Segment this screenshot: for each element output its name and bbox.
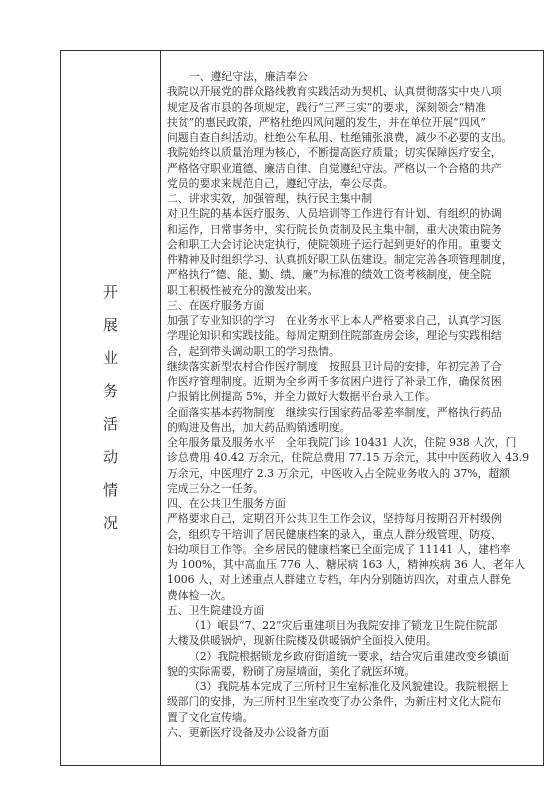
text-line: 职工积极性被充分的激发出来。 bbox=[167, 283, 319, 297]
text-line: 费体检一次。 bbox=[167, 588, 232, 602]
section-title-char: 开 bbox=[102, 283, 118, 301]
text-line: 诊总费用 40.42 万余元，住院总费用 77.15 万余元，其中中医药收入 43.9 bbox=[167, 451, 530, 465]
text-line: （3）我院基本完成了三所村卫生室标准化及风貌建设。我院根据上 bbox=[189, 680, 509, 693]
text-line: 严格恪守职业道德、廉洁自律、自觉遵纪守法。严格以一个合格的共产 bbox=[167, 161, 502, 175]
text-line: 1006 人，对上述重点人群建立专档，年内分别随访四次，对重点人群免 bbox=[167, 573, 512, 587]
text-line: 户报销比例提高 5%，并全力做好大数据平台录入工作。 bbox=[167, 390, 436, 404]
text-line: 置了文化宣传墙。 bbox=[167, 710, 254, 724]
text-line: 严格执行“德、能、勤、绩、廉”为标准的绩效工资考核制度，使全院 bbox=[167, 268, 492, 282]
text-line: 大楼及供暖锅炉，现新住院楼及供暖锅炉全面投入使用。 bbox=[167, 634, 437, 648]
text-line: （1）岷县“7、22”灾后重建项目为我院安排了锁龙卫生院住院部 bbox=[189, 619, 498, 632]
text-line: 全年服务量及服务水平 全年我院门诊 10431 人次，住院 938 人次，门 bbox=[167, 436, 517, 449]
section-title-char: 况 bbox=[102, 514, 118, 532]
text-line: 貌的实际需要，粉刷了房屋墙面，美化了就医环境。 bbox=[167, 664, 416, 678]
text-line: 继续落实新型农村合作医疗制度 按照县卫计局的安排，年初完善了合 bbox=[167, 359, 502, 373]
text-line: 完成三分之一任务。 bbox=[167, 481, 265, 495]
text-line: 六、更新医疗设备及办公设备方面 bbox=[167, 725, 329, 739]
text-line: 问题自查自纠活动。杜绝公车私用、杜绝铺张浪费，减少不必要的支出。 bbox=[167, 131, 513, 144]
text-line: 全面落实基本药物制度 继续实行国家药品零差率制度，严格执行药品 bbox=[167, 405, 502, 419]
text-line: 对卫生院的基本医疗服务、人员培训等工作进行有计划、有组织的协调 bbox=[167, 207, 502, 221]
section-title-char: 活 bbox=[102, 415, 118, 433]
text-line: （2）我院根据锁龙乡政府街道统一要求，结合灾后重建改变乡镇面 bbox=[189, 649, 509, 663]
text-line: 三、在医疗服务方面 bbox=[167, 298, 265, 312]
text-line: 扶贫”的惠民政策，严格杜绝四风问题的发生，并在单位开展“四风” bbox=[167, 115, 486, 129]
section-title-char: 务 bbox=[102, 382, 118, 400]
text-line: 的购进及售出，加大药品购销透明度。 bbox=[167, 420, 351, 434]
text-line: 为 100%，其中高血压 776 人、糖尿病 163 人，精神疾病 36 人、老年人 bbox=[167, 558, 526, 571]
text-line: 一、遵纪守法，廉洁奉公 bbox=[189, 70, 308, 83]
text-line: 会和职工大会讨论决定执行，使院领班子运行起到更好的作用。重要文 bbox=[167, 237, 502, 251]
text-line: 我院以开展党的群众路线教育实践活动为契机、认真贯彻落实中央八项 bbox=[167, 85, 502, 99]
text-line: 合，起到带头调动职工的学习热情。 bbox=[167, 344, 340, 358]
text-line: 妇幼项目工作等。全乡居民的健康档案已全面完成了 11141 人，建档率 bbox=[167, 542, 511, 556]
text-line: 和运作，日常事务中，实行院长负责制及民主集中制，重大决策由院务 bbox=[167, 222, 502, 236]
text-line: 件精神及时组织学习、认真抓好职工队伍建设。制定完善各项管理制度， bbox=[167, 253, 513, 266]
text-line: 作医疗管理制度。近期为全乡两千多贫困户进行了补录工作，确保贫困 bbox=[167, 375, 502, 388]
section-title-char: 动 bbox=[102, 448, 118, 466]
text-line: 学理论知识和实践技能。每周定期到住院部查房会诊，理论与实践相结 bbox=[167, 329, 502, 343]
text-line: 四、在公共卫生服务方面 bbox=[167, 497, 286, 510]
text-line: 五、卫生院建设方面 bbox=[167, 603, 265, 617]
text-line: 我院始终以质量治理为核心，不断提高医疗质量；切实保障医疗安全， bbox=[167, 146, 502, 160]
section-title-vertical bbox=[61, 276, 160, 540]
section-title-char: 情 bbox=[102, 481, 118, 499]
section-label-cell bbox=[61, 51, 161, 765]
text-line: 万余元，中医理疗 2.3 万余元，中医收入占全院业务收入的 37%，超额 bbox=[167, 466, 510, 480]
report-table bbox=[60, 50, 544, 766]
content-cell bbox=[161, 51, 543, 765]
text-line: 二、讲求实效，加强管理，执行民主集中制 bbox=[167, 192, 373, 205]
text-line: 级部门的安排，为三所村卫生室改变了办公条件，为新庄村文化大院布 bbox=[167, 695, 502, 709]
text-line: 加强了专业知识的学习 在业务水平上本人严格要求自己，认真学习医 bbox=[167, 314, 502, 327]
text-line: 党员的要求来规范自己，遵纪守法，奉公尽责。 bbox=[167, 176, 394, 190]
section-title-char: 展 bbox=[102, 316, 118, 334]
text-line: 严格要求自己，定期召开公共卫生工作会议，坚持每月按期召开村级例 bbox=[167, 512, 502, 526]
text-line: 规定及省市县的各项规定，践行“三严三实”的要求，深刻领会“精准 bbox=[167, 100, 486, 114]
text-line: 会，组织专干培训了居民健康档案的录入，重点人群分级管理、防疫、 bbox=[167, 527, 502, 541]
section-title-char: 业 bbox=[102, 349, 118, 367]
